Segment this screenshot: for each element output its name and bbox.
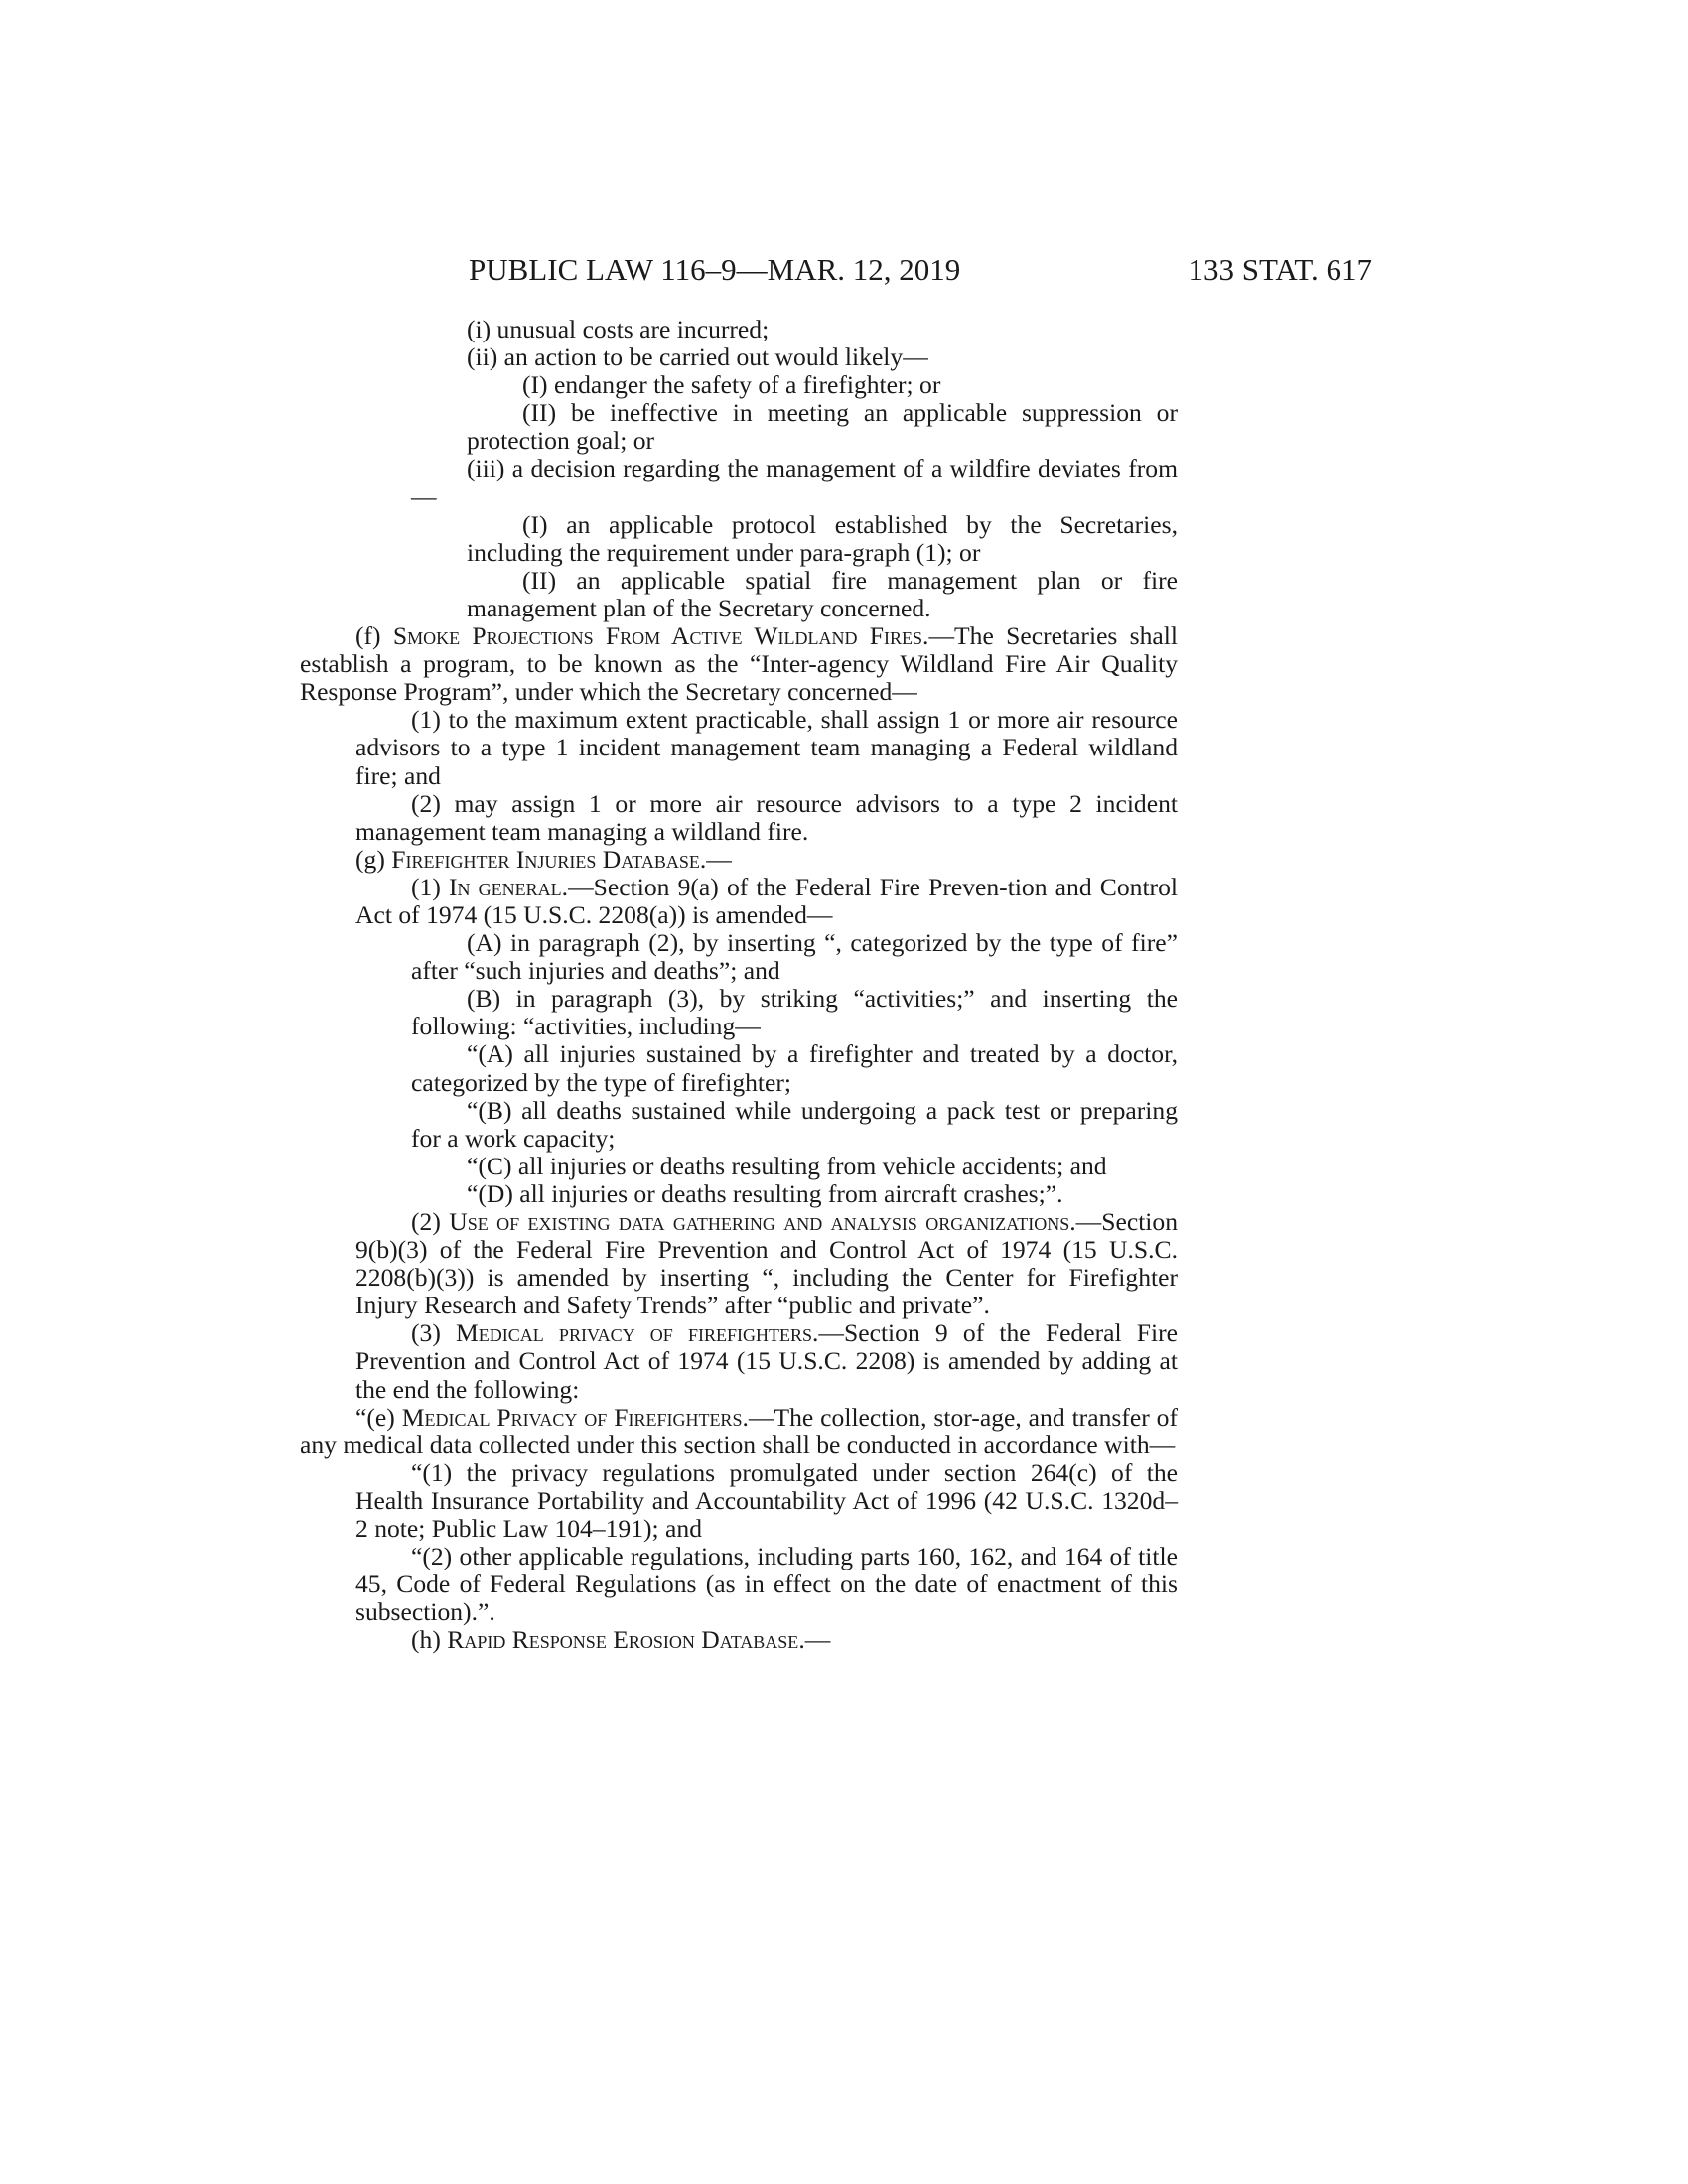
section-heading: Use of existing data gathering and analysis organizations bbox=[449, 1207, 1070, 1236]
paragraph-q-B: “(B) all deaths sustained while undergoing a pack test or preparing for a work capacity; bbox=[411, 1095, 1178, 1153]
paragraph-text: .—The Secretaries shall establish a program, to be known as the “Inter-agency Wildland Fire Air Quality Response Program”, under which the Secretary concerned— bbox=[300, 621, 1179, 707]
paragraph-iii-decision: (iii) a decision regarding the management of a wildfire deviates from— bbox=[411, 454, 1178, 511]
section-heading: In general bbox=[449, 872, 562, 901]
paragraph-text: .—Section 9 of the Federal Fire Prevention and Control Act of 1974 (15 U.S.C. 2208) is amended by adding at the end the following: bbox=[355, 1318, 1178, 1404]
paragraph-designation: (1) bbox=[411, 872, 449, 901]
stat-reference: 133 STAT. 617 bbox=[1188, 252, 1372, 287]
paragraph-text: .—Section 9(b)(3) of the Federal Fire Prevention and Control Act of 1974 (15 U.S.C. 2208(b)(3)) is amended by inserting “, including the Center for Firefighter Injury Research and Safety Trends” after “public and private”. bbox=[355, 1207, 1179, 1320]
paragraph-designation: (3) bbox=[411, 1318, 457, 1348]
paragraph-designation: (h) bbox=[411, 1625, 448, 1655]
paragraph-g-1-A: (A) in paragraph (2), by inserting “, categorized by the type of fire” after “such injuries and deaths”; and bbox=[411, 928, 1178, 986]
section-heading: Firefighter Injuries Database bbox=[391, 844, 700, 874]
paragraph-designation: (g) bbox=[355, 844, 392, 874]
section-heading: Medical Privacy of Firefighters bbox=[401, 1402, 743, 1432]
paragraph-ii-action: (ii) an action to be carried out would likely— bbox=[467, 342, 928, 372]
paragraph-h-erosion bbox=[300, 1626, 1178, 1654]
paragraph-I-endanger: (I) endanger the safety of a firefighter; or bbox=[522, 370, 941, 400]
paragraph-i-unusual-costs: (i) unusual costs are incurred; bbox=[467, 315, 770, 343]
paragraph-g-1-B: (B) in paragraph (3), by striking “activities;” and inserting the following: “activities, including— bbox=[411, 984, 1178, 1041]
paragraph-designation: (2) bbox=[411, 1207, 450, 1236]
paragraph-text: .— bbox=[699, 844, 732, 874]
paragraph-I-protocol: (I) an applicable protocol established by the Secretaries, including the requirement under para-graph (1); or bbox=[467, 509, 1178, 567]
paragraph-II-spatial-plan: (II) an applicable spatial fire management plan or fire management plan of the Secretary concerned. bbox=[467, 565, 1178, 622]
paragraph-g-injuries bbox=[300, 846, 1178, 874]
paragraph-q-e-1: “(1) the privacy regulations promulgated under section 264(c) of the Health Insurance Portability and Accountability Act of 1996 (42 U.S.C. 1320d–2 note; Public Law 104–191); and bbox=[355, 1457, 1178, 1544]
running-header bbox=[469, 250, 1372, 290]
paragraph-q-e-2: “(2) other applicable regulations, including parts 160, 162, and 164 of title 45, Code of Federal Regulations (as in effect on the date of enactment of this subsection).”. bbox=[355, 1542, 1178, 1627]
paragraph-g-2 bbox=[300, 1208, 1178, 1319]
paragraph-q-C: “(C) all injuries or deaths resulting from vehicle accidents; and bbox=[467, 1151, 1107, 1180]
section-heading: Rapid Response Erosion Database bbox=[447, 1625, 799, 1655]
paragraph-q-A: “(A) all injuries sustained by a firefighter and treated by a doctor, categorized by the type of firefighter; bbox=[411, 1039, 1178, 1097]
paragraph-q-D: “(D) all injuries or deaths resulting from aircraft crashes;”. bbox=[467, 1178, 1063, 1208]
section-heading: Smoke Projections From Active Wildland Fires bbox=[392, 621, 923, 651]
paragraph-g-3 bbox=[300, 1319, 1178, 1403]
paragraph-f-smoke bbox=[300, 622, 1178, 706]
paragraph-f-2: (2) may assign 1 or more air resource advisors to a type 2 incident management team managing a wildland fire. bbox=[355, 788, 1178, 846]
paragraph-designation: (f) bbox=[355, 621, 393, 651]
paragraph-II-ineffective: (II) be ineffective in meeting an applicable suppression or protection goal; or bbox=[467, 398, 1178, 456]
paragraph-q-e bbox=[300, 1404, 1178, 1459]
paragraph-text: .— bbox=[798, 1625, 831, 1655]
paragraph-text: .—The collection, stor-age, and transfer of any medical data collected under this section shall be conducted in accordance with— bbox=[300, 1402, 1178, 1459]
document-body bbox=[300, 316, 1178, 1655]
paragraph-f-1: (1) to the maximum extent practicable, shall assign 1 or more air resource advisors to a type 1 incident management team managing a Federal wildland fire; and bbox=[355, 705, 1178, 790]
running-title: PUBLIC LAW 116–9—MAR. 12, 2019 bbox=[469, 252, 961, 287]
section-heading: Medical privacy of firefighters bbox=[456, 1318, 812, 1348]
paragraph-g-1 bbox=[300, 874, 1178, 929]
paragraph-text: .—Section 9(a) of the Federal Fire Preven-tion and Control Act of 1974 (15 U.S.C. 2208(a)) is amended— bbox=[355, 872, 1178, 929]
paragraph-designation: “(e) bbox=[355, 1402, 402, 1432]
